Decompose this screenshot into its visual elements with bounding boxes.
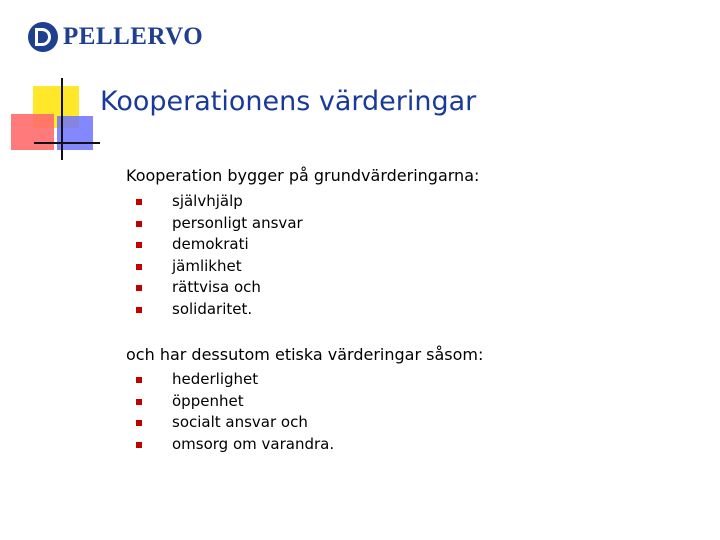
- list-item-text: hederlighet: [172, 370, 259, 388]
- list-item-text: öppenhet: [172, 391, 244, 410]
- list-item-text: solidaritet.: [172, 299, 253, 318]
- list-item-text: självhjälp: [172, 192, 243, 210]
- pellervo-d-logo-icon: [26, 20, 60, 54]
- square-bullet-icon: [136, 399, 142, 405]
- list-item-text: omsorg om varandra.: [172, 434, 335, 453]
- square-bullet-icon: [136, 285, 142, 291]
- list-item-text: personligt ansvar: [172, 213, 303, 232]
- core-values-intro: Kooperation bygger på grundvärderingarna:: [126, 166, 480, 185]
- decorative-squares: [0, 78, 110, 168]
- list-item: [126, 277, 303, 299]
- list-item-text: jämlikhet: [172, 256, 242, 275]
- horizontal-line: [34, 142, 100, 144]
- list-item: [126, 391, 334, 413]
- logo-text: PELLERVO: [63, 23, 204, 50]
- list-item: [126, 434, 334, 456]
- square-bullet-icon: [136, 420, 142, 426]
- ethical-values-intro: och har dessutom etiska värderingar såsom:: [126, 345, 484, 364]
- pellervo-logo: [26, 20, 203, 54]
- list-item: [126, 234, 303, 256]
- red-square: [11, 114, 54, 150]
- list-item: [126, 191, 303, 213]
- square-bullet-icon: [136, 264, 142, 270]
- list-item: [126, 256, 303, 278]
- slide-title: Kooperationens värderingar: [100, 86, 477, 117]
- list-item: [126, 412, 334, 434]
- ethical-values-list: [126, 369, 334, 455]
- square-bullet-icon: [136, 242, 142, 248]
- square-bullet-icon: [136, 442, 142, 448]
- core-values-list: [126, 191, 303, 320]
- list-item: [126, 299, 303, 321]
- square-bullet-icon: [136, 221, 142, 227]
- list-item: [126, 213, 303, 235]
- square-bullet-icon: [136, 377, 142, 383]
- vertical-line: [61, 78, 63, 160]
- square-bullet-icon: [136, 307, 142, 313]
- list-item: [126, 369, 334, 391]
- list-item-text: rättvisa och: [172, 278, 261, 296]
- square-bullet-icon: [136, 199, 142, 205]
- list-item-text: socialt ansvar och: [172, 413, 308, 431]
- list-item-text: demokrati: [172, 235, 249, 253]
